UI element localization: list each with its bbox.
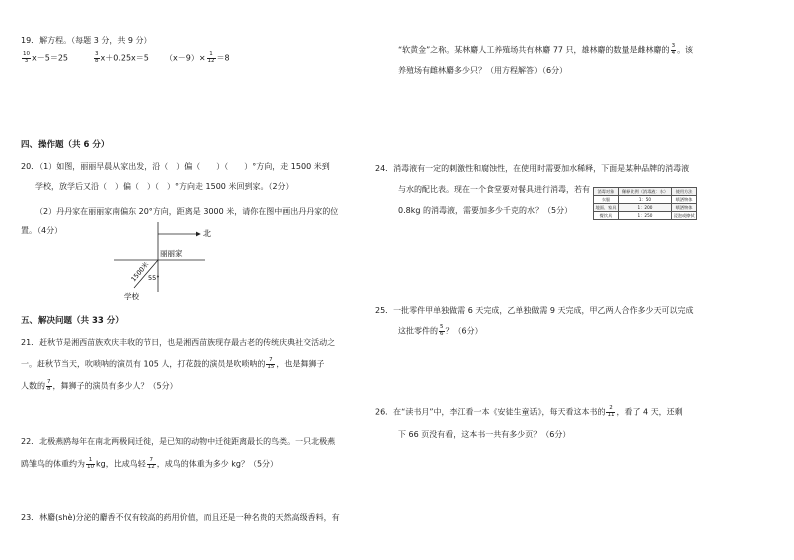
table-row: [594, 204, 697, 212]
q26-line-1: 26．在“读书月”中，李江看一本《安徒生童话》，每天看这本书的 $\frac{2}{11}$ ，看了 4 天，还剩: [375, 405, 683, 418]
q25-line-1: 25．一批零件甲单独做需 6 天完成，乙单独做需 9 天完成，甲乙两人合作多少天可以完成: [375, 306, 694, 315]
fraction: $\frac{10}{3}$: [23, 51, 30, 64]
table-cell: 浸泡或擦拭: [673, 213, 695, 219]
q26-line-2: 下 66 页没有看，这本书一共有多少页？（6分）: [398, 430, 571, 439]
q20-line-3: （2）丹丹家在丽丽家南偏东 20°方向，距离是 3000 米，请你在图中画出丹丹家的位: [35, 207, 339, 216]
table-cell: 1：50: [618, 196, 671, 204]
section-5-title: 五、解决问题（共 33 分）: [21, 316, 124, 326]
table-row: [594, 212, 697, 220]
table-header: 稀释比例（消毒液：水）: [618, 188, 671, 196]
q19-equation-3: （x－9）× $\frac{1}{12}$ ＝8: [165, 51, 230, 64]
q23-cont-line-1: “软黄金”之称。某林麝人工养殖场共有林麝 77 只，雄林麝的数量是雌林麝的 $\frac{3}{4}$ 。该: [398, 43, 694, 56]
fraction: $\frac{7}{15}$: [267, 357, 275, 370]
q21-line-3: 人数的 $\frac{7}{8}$ ，舞狮子的演员有多少人？（5分）: [21, 379, 178, 392]
table-header: 使用方法: [672, 188, 697, 196]
north-label: 北: [203, 229, 211, 238]
q20-line-2: 学校，放学后又沿（ ）偏（ ）（ ）°方向走 1500 米回到家。（2分）: [35, 182, 294, 191]
q20-line-4: 置。（4分）: [21, 226, 63, 235]
distance-label: 1500米: [129, 260, 151, 284]
q21-line-1: 21．赶秋节是湘西苗族欢庆丰收的节日，也是湘西苗族现存最古老的传统庆典社交活动之: [21, 338, 336, 347]
q22-line-2: 鸥雏鸟的体重约为 $\frac{1}{10}$ kg，比成鸟轻 $\frac{7}{12}$ ，成鸟的体重为多少 kg？（5分）: [21, 457, 279, 470]
q19-equation-1: $\frac{10}{3}$ x－5＝25: [23, 51, 69, 64]
table-cell: 餐饮具: [594, 212, 619, 220]
table-cell: 喷洒物体: [672, 196, 697, 204]
section-4-title: 四、操作题（共 6 分）: [21, 140, 110, 150]
school-label: 学校: [124, 292, 139, 301]
fraction: $\frac{2}{11}$: [607, 405, 615, 418]
dilution-table: [593, 187, 697, 220]
q19-title: 19．解方程。（每题 3 分，共 9 分）: [21, 36, 152, 45]
table-cell: 地面、家具: [595, 205, 617, 211]
table-cell: 衣服: [594, 196, 619, 204]
q25-line-2: 这批零件的 $\frac{5}{6}$ ？（6分）: [398, 324, 483, 337]
fraction: $\frac{3}{4}$: [671, 43, 676, 56]
q24-line-3: 0.8kg 的消毒液，需要加多少千克的水？（5分）: [398, 206, 573, 215]
q24-line-1: 24．消毒液有一定的刺激性和腐蚀性，在使用时需要加水稀释，下面是某种品牌的消毒液: [375, 164, 690, 173]
fraction: $\frac{3}{8}$: [95, 51, 99, 64]
q24-line-2: 与水的配比表。现在一个食堂要对餐具进行消毒，若有: [398, 185, 590, 194]
fraction: $\frac{1}{10}$: [87, 457, 94, 470]
fraction: $\frac{1}{12}$: [207, 51, 215, 64]
q22-line-1: 22．北极燕鸥每年在南北两极间迁徙，是已知的动物中迁徙距离最长的鸟类。一只北极燕: [21, 437, 336, 446]
home-label: 丽丽家: [160, 249, 183, 258]
fraction: $\frac{5}{6}$: [440, 324, 444, 337]
q23-cont-line-2: 养殖场有雌林麝多少只？（用方程解答）（6分）: [398, 66, 568, 75]
angle-label: 55°: [148, 274, 160, 282]
table-header-row: [594, 188, 697, 196]
table-header: 消毒对象: [594, 188, 619, 196]
q21-line-2: 一。赶秋节当天，吹唢呐的演员有 105 人，打花鼓的演员是吹唢呐的 $\frac{7}{15}$ ，也是舞狮子: [21, 357, 325, 370]
table-cell: 1：250: [618, 212, 671, 220]
fraction: $\frac{7}{8}$: [47, 379, 51, 392]
q20-line-1: 20．（1）如图，丽丽早晨从家出发，沿（ ）偏（ ）（ ）°方向，走 1500 米到: [21, 162, 330, 171]
direction-map: [110, 220, 230, 305]
table-cell: 1：200: [618, 204, 671, 212]
table-row: [594, 196, 697, 204]
q23-line-1: 23．林麝(shè)分泌的麝香不仅有较高的药用价值，而且还是一种名贵的天然高级香料，有: [21, 513, 340, 522]
q19-equation-2: $\frac{3}{8}$ x＋0.25x＝5: [95, 51, 149, 64]
fraction: $\frac{7}{12}$: [147, 457, 155, 470]
table-cell: 喷洒物体: [672, 204, 697, 212]
